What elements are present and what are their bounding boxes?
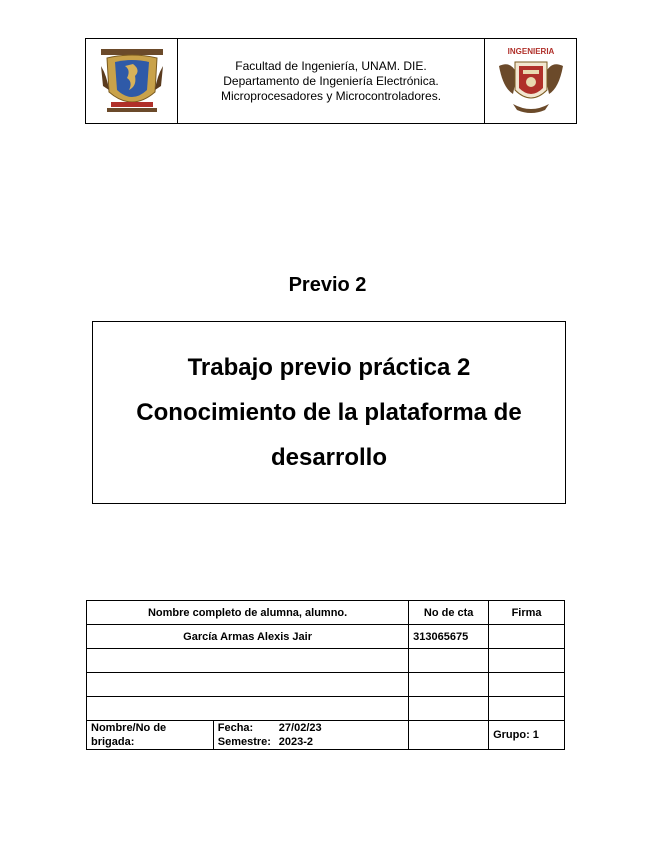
- student-account: [409, 697, 489, 721]
- document-header: [85, 38, 577, 124]
- header-account: No de cta: [409, 601, 489, 625]
- student-signature: [489, 697, 565, 721]
- student-name: García Armas Alexis Jair: [87, 625, 409, 649]
- student-signature: [489, 673, 565, 697]
- group-label: Grupo: 1: [489, 721, 565, 750]
- footer-empty-cell: [409, 721, 489, 750]
- header-text: [178, 39, 484, 123]
- brigade-label: Nombre/No de brigada:: [87, 721, 214, 750]
- ingenieria-logo: [484, 39, 576, 123]
- main-title-box: [92, 321, 566, 504]
- student-name: [87, 649, 409, 673]
- student-account: [409, 673, 489, 697]
- previo-title: Previo 2: [288, 274, 367, 296]
- student-name: [87, 673, 409, 697]
- header-department: Departamento de Ingeniería Electrónica.: [223, 73, 439, 88]
- student-signature: [489, 625, 565, 649]
- table-row: [87, 673, 565, 697]
- unam-logo: [86, 39, 178, 123]
- header-signature: Firma: [489, 601, 565, 625]
- date-value: 27/02/23: [278, 722, 322, 734]
- student-table: [86, 600, 565, 750]
- unam-crest-icon: [97, 46, 167, 116]
- date-semester-cell: [213, 721, 408, 750]
- main-title-line-3: desarrollo: [270, 444, 388, 471]
- table-row: [87, 697, 565, 721]
- semester-label: Semestre:: [217, 736, 271, 748]
- table-header-row: [87, 601, 565, 625]
- header-name: Nombre completo de alumna, alumno.: [87, 601, 409, 625]
- main-title-line-1: Trabajo previo práctica 2: [187, 354, 471, 381]
- student-name: [87, 697, 409, 721]
- header-course: Microprocesadores y Microcontroladores.: [220, 88, 442, 103]
- ingenieria-crest-icon: [493, 44, 569, 118]
- ingenieria-crest-lettering: INGENIERIA: [507, 47, 554, 56]
- table-row: [87, 625, 565, 649]
- semester-value: 2023-2: [278, 736, 314, 748]
- student-signature: [489, 649, 565, 673]
- table-row: [87, 649, 565, 673]
- main-title-line-2: Conocimiento de la plataforma de: [136, 399, 522, 426]
- student-account: [409, 649, 489, 673]
- table-footer-row: [87, 721, 565, 750]
- student-account: 313065675: [409, 625, 489, 649]
- header-faculty: Facultad de Ingeniería, UNAM. DIE.: [235, 58, 427, 73]
- date-label: Fecha:: [217, 722, 254, 734]
